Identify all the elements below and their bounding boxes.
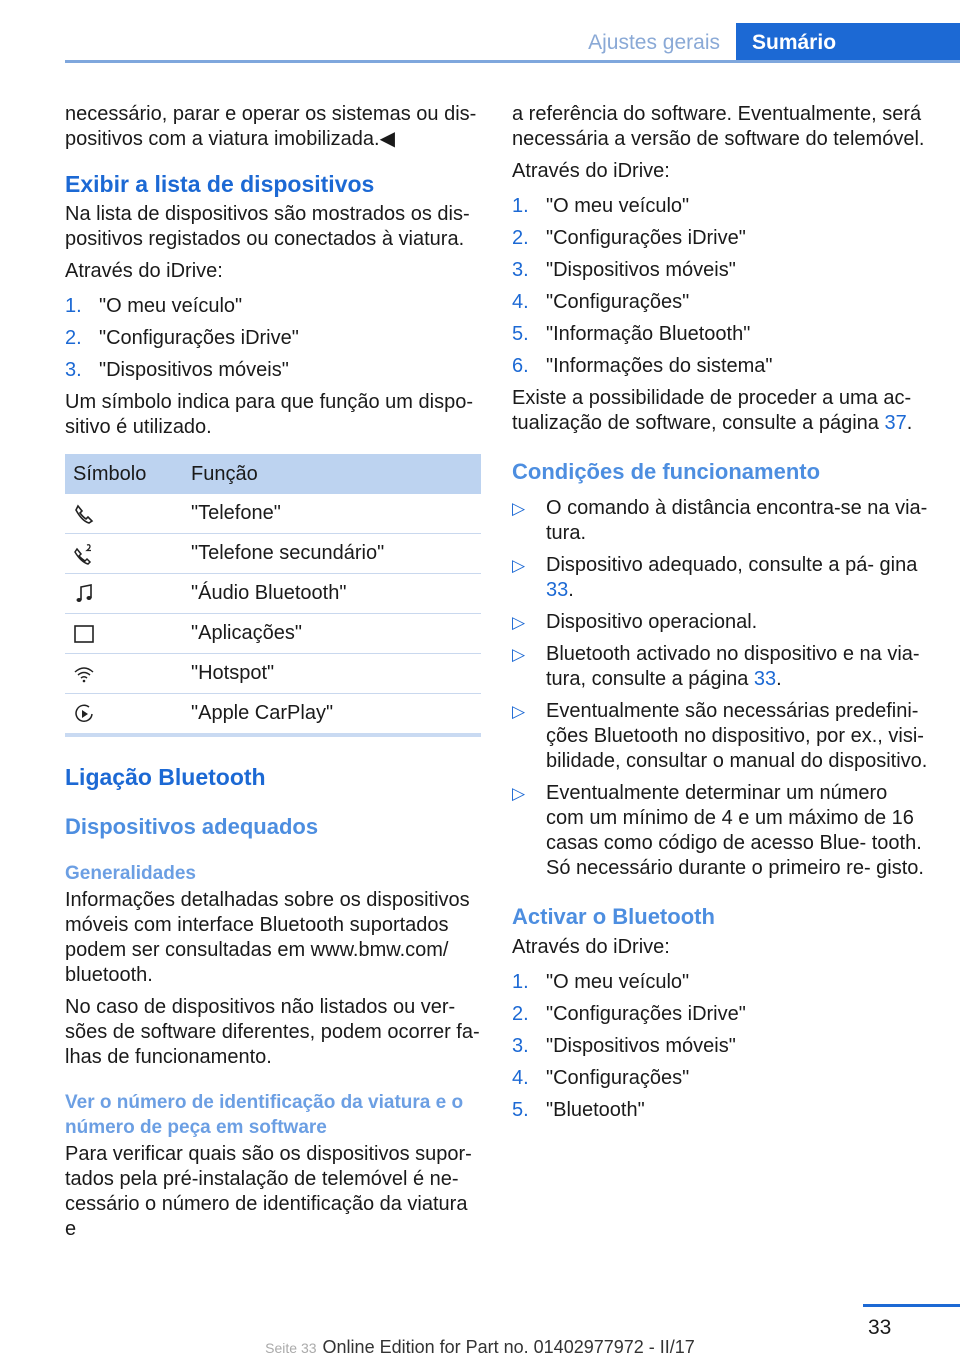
page-link-37[interactable]: 37 (884, 412, 907, 434)
triangle-bullet-icon: ▷ (512, 784, 526, 803)
step-number: 5. (512, 1099, 529, 1121)
page-number: 33 (868, 1316, 892, 1339)
heading-activar-bluetooth: Activar o Bluetooth (512, 904, 715, 929)
heading-condicoes: Condições de funcionamento (512, 459, 821, 484)
paragraph-lista: Na lista de dispositivos são mostrados os dis‐ positivos registados ou conectados à viatura. (65, 203, 470, 250)
paragraph-info: Informações detalhadas sobre os dispositivos móveis com interface Bluetooth suportados podem ser consultadas em www.bmw.com/ bluetooth. (65, 889, 470, 986)
wifi-hotspot-icon (73, 663, 95, 685)
step-number: 4. (512, 291, 529, 313)
music-note-icon (73, 583, 95, 605)
footer-edition-text: Online Edition for Part no. 01402977972 - II/17 (322, 1337, 695, 1357)
heading-exibir-lista: Exibir a lista de dispositivos (65, 171, 375, 197)
list-item: 1. "O meu veículo" (512, 971, 690, 993)
triangle-bullet-icon: ▷ (512, 613, 526, 632)
list-item: 4. "Configurações" (512, 1067, 690, 1089)
paragraph-existe: Existe a possibilidade de proceder a uma ac‐ tualização de software, consulte a página 37. (512, 387, 913, 434)
table-row (65, 534, 481, 574)
table-row (65, 614, 481, 654)
step-number: 2. (512, 227, 529, 249)
column-header-simbolo: Símbolo (65, 454, 183, 494)
list-item: 2. "Configurações iDrive" (65, 327, 299, 349)
paragraph-atraves: Através do iDrive: (512, 160, 670, 182)
list-item: ▷ Bluetooth activado no dispositivo e na via‐ tura, consulte a página 33. (512, 643, 920, 690)
function-cell: "Telefone" (183, 494, 481, 534)
right-column (512, 102, 928, 1130)
tab-sumario[interactable]: Sumário (736, 23, 960, 63)
footer-edition (0, 1337, 960, 1358)
list-item: 3. "Dispositivos móveis" (512, 1035, 736, 1057)
paragraph-atraves: Através do iDrive: (65, 260, 223, 282)
step-number: 1. (65, 295, 82, 317)
heading-dispositivos-adequados: Dispositivos adequados (65, 814, 319, 839)
heading-ligacao-bluetooth: Ligação Bluetooth (65, 764, 266, 790)
list-item: 1. "O meu veículo" (512, 195, 690, 217)
step-number: 6. (512, 355, 529, 377)
step-number: 1. (512, 195, 529, 217)
list-item: 3. "Dispositivos móveis" (65, 359, 289, 381)
paragraph-para-verificar: Para verificar quais são os dispositivos supor‐ tados pela pré-instalação de telemóvel é ne‐ cessário o número de identificação da viatura e (65, 1143, 472, 1240)
header-bar (65, 23, 960, 63)
list-item: ▷ O comando à distância encontra-se na via‐ tura. (512, 497, 928, 544)
conditions-list (512, 496, 928, 881)
footer-watermark: Seite 33 (265, 1340, 317, 1356)
table-row (65, 494, 481, 534)
phone-secondary-icon (73, 543, 95, 565)
header-rule (65, 60, 960, 63)
page-link-33[interactable]: 33 (546, 579, 569, 601)
list-item: ▷ Eventualmente determinar um número com um mínimo de 4 e um máximo de 16 casas como código de acesso Blue‐ tooth. Só necessário durante o primeiro re‐ gisto. (512, 782, 924, 879)
list-item: 3. "Dispositivos móveis" (512, 259, 736, 281)
column-header-funcao: Função (183, 454, 481, 494)
list-item: 2. "Configurações iDrive" (512, 227, 746, 249)
steps-list-3 (512, 970, 928, 1123)
list-item: ▷ Eventualmente são necessárias predefini‐ ções Bluetooth no dispositivo, por ex., visi‐ bilidade, consultar o manual do dispositivo. (512, 700, 928, 772)
heading-ver-numero: Ver o número de identificação da viatura e o número de peça em software (65, 1092, 464, 1138)
page-link-33[interactable]: 33 (753, 668, 777, 690)
table-row (65, 654, 481, 694)
intro-paragraph: necessário, parar e operar os sistemas ou dis‐ positivos com a viatura imobilizada.◀ (65, 103, 477, 150)
list-item: 6. "Informações do sistema" (512, 355, 773, 377)
triangle-bullet-icon: ▷ (512, 702, 526, 721)
page-number-rule (863, 1304, 960, 1307)
step-number: 5. (512, 323, 529, 345)
list-item: 1. "O meu veículo" (65, 295, 243, 317)
phone-icon (73, 503, 95, 525)
function-cell: "Hotspot" (183, 654, 481, 694)
breadcrumb-section[interactable]: Ajustes gerais (588, 31, 720, 54)
step-number: 2. (65, 327, 82, 349)
carplay-icon (73, 703, 95, 725)
function-cell: "Aplicações" (183, 614, 481, 654)
symbol-table (65, 454, 481, 737)
triangle-bullet-icon: ▷ (512, 645, 526, 664)
list-item: 5. "Bluetooth" (512, 1099, 645, 1121)
step-number: 3. (512, 259, 529, 281)
step-number: 3. (65, 359, 82, 381)
apps-square-icon (73, 623, 95, 645)
function-cell: "Áudio Bluetooth" (183, 574, 481, 614)
paragraph-caso: No caso de dispositivos não listados ou ver‐ sões de software diferentes, podem ocorrer fa‐ lhas de funcionamento. (65, 996, 480, 1068)
table-row (65, 574, 481, 614)
steps-list-1 (65, 294, 481, 383)
list-item: ▷ Dispositivo adequado, consulte a pá‐ gina 33. (512, 554, 918, 601)
function-cell: "Telefone secundário" (183, 534, 481, 574)
table-row (65, 694, 481, 736)
list-item: 4. "Configurações" (512, 291, 690, 313)
triangle-bullet-icon: ▷ (512, 499, 526, 518)
paragraph-atraves: Através do iDrive: (512, 936, 670, 958)
step-number: 3. (512, 1035, 529, 1057)
table-header-row (65, 454, 481, 494)
step-number: 1. (512, 971, 529, 993)
step-number: 4. (512, 1067, 529, 1089)
steps-list-2 (512, 194, 928, 379)
list-item: 2. "Configurações iDrive" (512, 1003, 746, 1025)
heading-generalidades: Generalidades (65, 863, 196, 884)
list-item: 5. "Informação Bluetooth" (512, 323, 751, 345)
function-cell: "Apple CarPlay" (183, 694, 481, 736)
triangle-bullet-icon: ▷ (512, 556, 526, 575)
list-item: ▷ Dispositivo operacional. (512, 611, 758, 633)
paragraph-referencia: a referência do software. Eventualmente, será necessária a versão de software do telemóvel. (512, 103, 925, 150)
left-column (65, 102, 481, 1249)
step-number: 2. (512, 1003, 529, 1025)
paragraph-simbolo: Um símbolo indica para que função um dispo‐ sitivo é utilizado. (65, 391, 473, 438)
